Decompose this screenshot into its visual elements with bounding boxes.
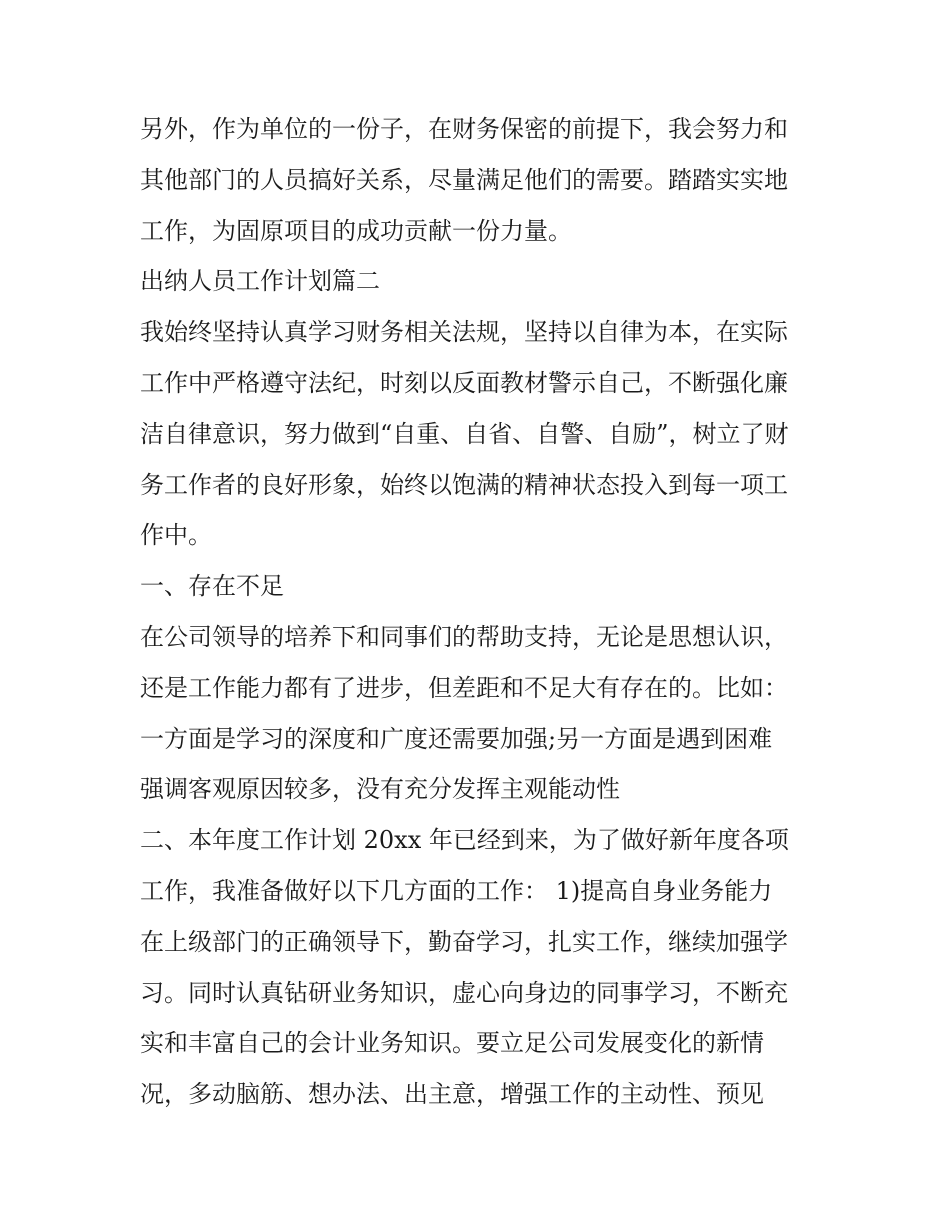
section-heading: 出纳人员工作计划篇二 bbox=[140, 267, 380, 296]
text-line: 在公司领导的培养下和同事们的帮助支持，无论是思想认识， bbox=[140, 622, 788, 651]
text-line: 强调客观原因较多，没有充分发挥主观能动性 bbox=[140, 775, 620, 804]
text-line: 习。同时认真钻研业务知识，虚心向身边的同事学习，不断充 bbox=[140, 978, 788, 1007]
text-line: 二、本年度工作计划 20xx 年已经到来，为了做好新年度各项 bbox=[140, 826, 789, 855]
text-line: 一方面是学习的深度和广度还需要加强;另一方面是遇到困难 bbox=[140, 724, 773, 753]
text-line: 另外，作为单位的一份子，在财务保密的前提下，我会努力和 bbox=[140, 115, 788, 143]
text-line: 工作中严格遵守法纪，时刻以反面教材警示自己，不断强化廉 bbox=[140, 368, 788, 397]
text-line: 工作，为固原项目的成功贡献一份力量。 bbox=[140, 216, 572, 245]
text-line: 工作，我准备做好以下几方面的工作： 1)提高自身业务能力 bbox=[140, 876, 773, 905]
text-line: 务工作者的良好形象，始终以饱满的精神状态投入到每一项工 bbox=[140, 470, 788, 499]
text-line: 况，多动脑筋、想办法、出主意，增强工作的主动性、预见 bbox=[140, 1080, 764, 1109]
text-line: 作中。 bbox=[140, 521, 212, 550]
text-line: 还是工作能力都有了进步，但差距和不足大有存在的。比如： bbox=[140, 673, 788, 702]
text-line: 实和丰富自己的会计业务知识。要立足公司发展变化的新情 bbox=[140, 1029, 764, 1058]
section-heading: 一、存在不足 bbox=[140, 572, 284, 601]
text-line: 在上级部门的正确领导下，勤奋学习，扎实工作，继续加强学 bbox=[140, 927, 788, 956]
text-line: 洁自律意识，努力做到“自重、自省、自警、自励”，树立了财 bbox=[140, 419, 789, 448]
document-body bbox=[140, 104, 820, 1120]
text-line: 我始终坚持认真学习财务相关法规，坚持以自律为本，在实际 bbox=[140, 318, 788, 347]
text-line: 其他部门的人员搞好关系，尽量满足他们的需要。踏踏实实地 bbox=[140, 165, 788, 194]
